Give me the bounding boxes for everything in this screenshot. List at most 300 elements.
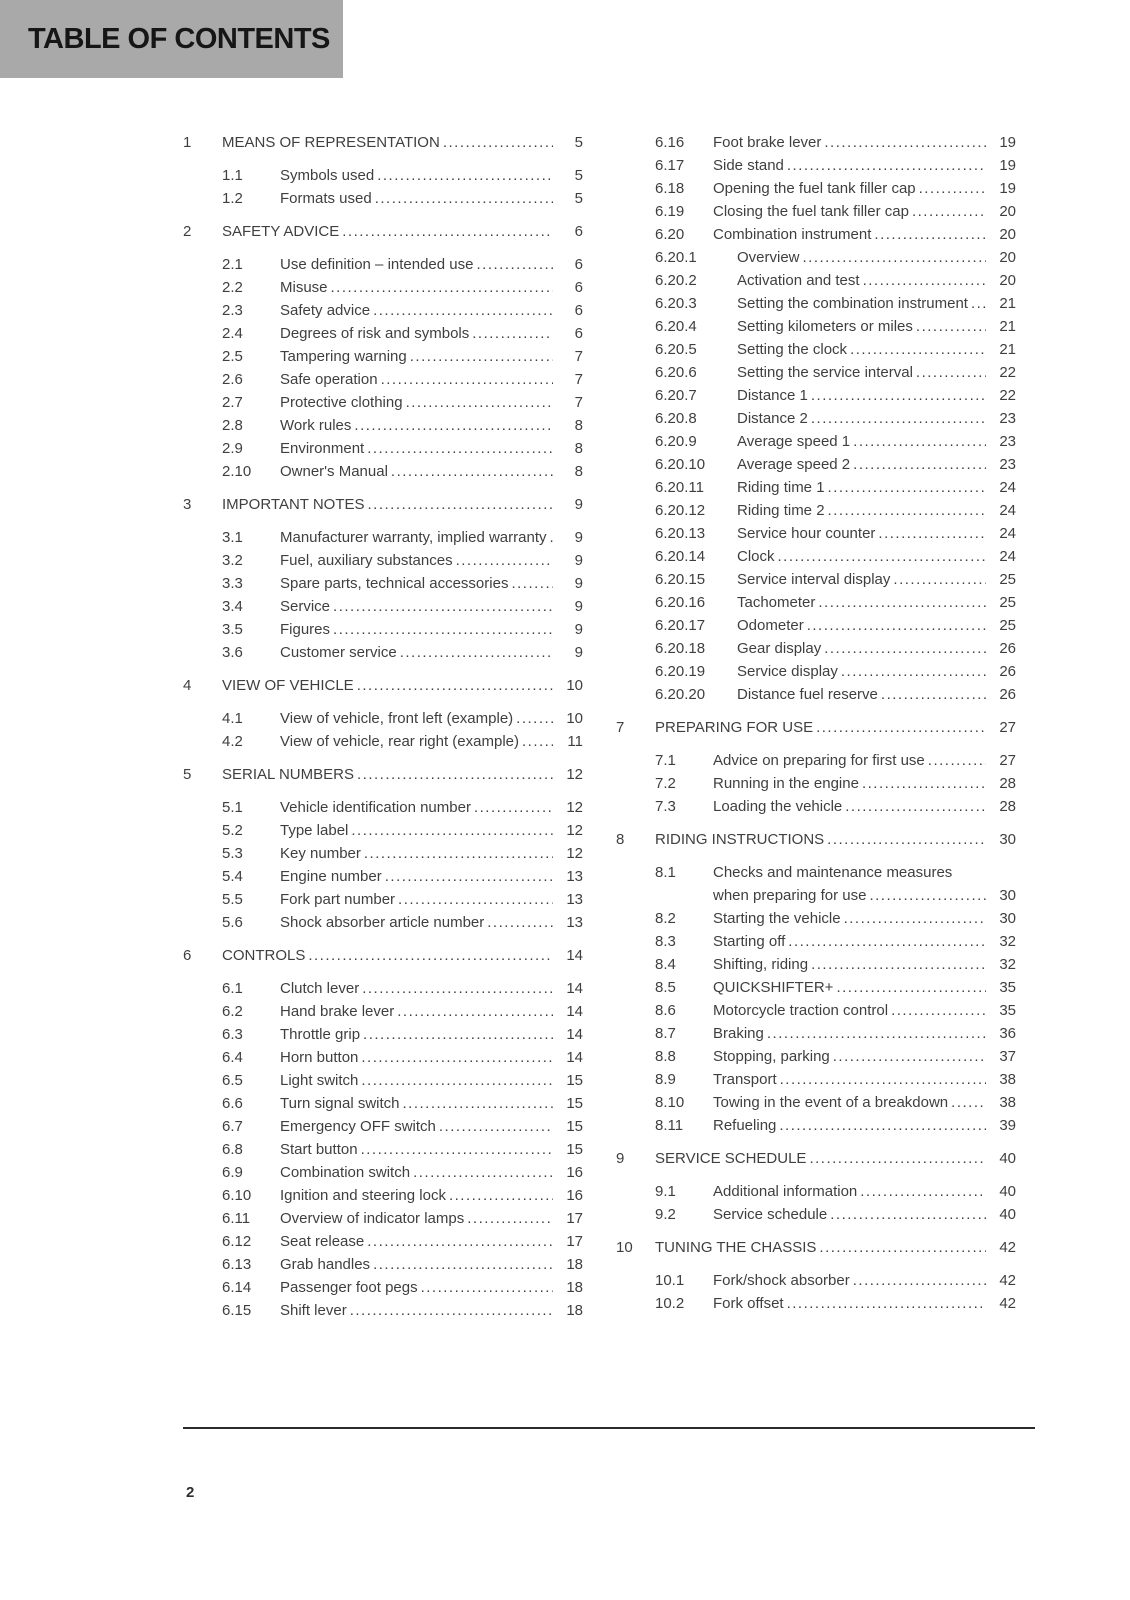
toc-entry-title-cell — [280, 1115, 553, 1138]
toc-entry-page: 42 — [999, 1272, 1016, 1289]
toc-entry — [222, 707, 583, 730]
toc-entry-title-cell — [713, 999, 986, 1022]
toc-entry-title-cell — [713, 772, 986, 795]
toc-entry-number: 6.19 — [655, 203, 685, 220]
toc-entry-page: 9 — [574, 496, 583, 513]
toc-entry-title: Engine number ..... — [280, 868, 382, 885]
toc-entry-title: Shifting, riding ..... — [713, 956, 808, 973]
toc-entry-page: 14 — [566, 1049, 583, 1066]
toc-entry-title-cell — [655, 1236, 986, 1259]
toc-entry-title-cell — [737, 476, 986, 499]
toc-entry-title-cell — [713, 154, 986, 177]
toc-entry-title: Towing in the event of a breakdown ..... — [713, 1094, 948, 1111]
toc-entry-title-cell — [713, 1180, 986, 1203]
toc-entry-page: 15 — [566, 1141, 583, 1158]
toc-entry-page: 27 — [999, 719, 1016, 736]
toc-entry-page: 40 — [999, 1206, 1016, 1223]
toc-entry — [655, 246, 1016, 269]
toc-entry-title: Fork/shock absorber ..... — [713, 1272, 850, 1289]
toc-entry-page: 30 — [999, 831, 1016, 848]
toc-entry-title-cell — [737, 384, 986, 407]
toc-entry-number: 5.6 — [222, 914, 243, 931]
toc-entry — [222, 1115, 583, 1138]
toc-entry-title: Setting the service interval ..... — [737, 364, 913, 381]
toc-entry-number: 6.13 — [222, 1256, 252, 1273]
toc-entry-number: 8.1 — [655, 864, 676, 881]
toc-entry-title: Average speed 1 ..... — [737, 433, 850, 450]
toc-entry-title-cell — [737, 453, 986, 476]
toc-entry — [222, 1069, 583, 1092]
toc-entry — [655, 999, 1016, 1022]
toc-entry-title-cell — [713, 1022, 986, 1045]
toc-entry-title: Motorcycle traction control ..... — [713, 1002, 888, 1019]
toc-entry-title-cell — [713, 1203, 986, 1226]
toc-entry-title: Throttle grip ..... — [280, 1026, 360, 1043]
toc-entry-number: 10 — [616, 1239, 633, 1256]
toc-entry-number: 2.2 — [222, 279, 243, 296]
toc-entry-page: 35 — [999, 979, 1016, 996]
toc-entry-title-cell — [280, 796, 553, 819]
toc-entry-number: 10.2 — [655, 1295, 685, 1312]
toc-entry-title-cell — [713, 1091, 986, 1114]
toc-entry-number: 3 — [183, 496, 192, 513]
toc-entry-page: 9 — [574, 575, 583, 592]
toc-entry-title: Start button ..... — [280, 1141, 358, 1158]
toc-entry-page: 6 — [574, 256, 583, 273]
toc-entry-title: Emergency OFF switch ..... — [280, 1118, 436, 1135]
toc-entry-title: Passenger foot pegs ..... — [280, 1279, 418, 1296]
toc-entry-title-cell — [280, 549, 553, 572]
toc-entry-number: 3.1 — [222, 529, 243, 546]
toc-entry-title-cell — [280, 299, 553, 322]
toc-entry-number: 6.12 — [222, 1233, 252, 1250]
toc-entry-title: SERVICE SCHEDULE ..... — [655, 1150, 806, 1167]
toc-entry-title: Light switch ..... — [280, 1072, 358, 1089]
toc-entry-title-cell — [280, 1207, 553, 1230]
toc-entry-page: 21 — [999, 295, 1016, 312]
toc-entry-number: 6.15 — [222, 1302, 252, 1319]
toc-entry-page: 25 — [999, 617, 1016, 634]
toc-entry — [655, 568, 1016, 591]
toc-entry-title: Service interval display ..... — [737, 571, 890, 588]
toc-entry-title-cell — [280, 414, 553, 437]
toc-entry-title: Running in the engine ..... — [713, 775, 859, 792]
toc-entry-number: 3.6 — [222, 644, 243, 661]
toc-entry-title-cell — [280, 1276, 553, 1299]
toc-entry — [655, 154, 1016, 177]
toc-entry-number: 3.3 — [222, 575, 243, 592]
toc-entry-title: Degrees of risk and symbols ..... — [280, 325, 469, 342]
toc-entry — [655, 338, 1016, 361]
toc-entry-page: 9 — [574, 552, 583, 569]
toc-entry — [655, 591, 1016, 614]
toc-entry-title: Grab handles ..... — [280, 1256, 370, 1273]
toc-entry-page: 7 — [574, 394, 583, 411]
toc-entry-title-cell — [280, 641, 553, 664]
toc-entry — [655, 1180, 1016, 1203]
toc-entry — [222, 888, 583, 911]
toc-entry-page: 28 — [999, 798, 1016, 815]
toc-entry — [222, 414, 583, 437]
toc-entry-page: 7 — [574, 371, 583, 388]
toc-entry — [655, 772, 1016, 795]
toc-entry-title-cell — [713, 953, 986, 976]
toc-entry-title-cell — [737, 637, 986, 660]
toc-entry — [222, 1092, 583, 1115]
toc-entry-title: Tachometer ..... — [737, 594, 815, 611]
toc-entry-title: Service display ..... — [737, 663, 838, 680]
toc-entry-title: Riding time 1 ..... — [737, 479, 825, 496]
toc-entry-title-cell — [222, 763, 553, 786]
toc-entry-title-cell — [280, 368, 553, 391]
toc-entry-page: 24 — [999, 502, 1016, 519]
toc-entry-page: 17 — [566, 1233, 583, 1250]
toc-entry-title-cell — [280, 1092, 553, 1115]
toc-entry-number: 6.9 — [222, 1164, 243, 1181]
toc-entry-number: 6.20.13 — [655, 525, 706, 542]
toc-entry — [222, 1000, 583, 1023]
toc-entry-title-cell — [280, 1299, 553, 1322]
toc-entry-number: 6.7 — [222, 1118, 243, 1135]
toc-entry — [222, 368, 583, 391]
toc-entry — [222, 299, 583, 322]
toc-entry-page: 18 — [566, 1279, 583, 1296]
toc-entry-number: 5.4 — [222, 868, 243, 885]
toc-entry — [616, 1147, 1016, 1170]
toc-entry-page: 14 — [566, 1026, 583, 1043]
toc-entry-title-cell — [280, 1253, 553, 1276]
toc-entry — [655, 453, 1016, 476]
toc-entry-page: 35 — [999, 1002, 1016, 1019]
toc-entry-title: MEANS OF REPRESENTATION ..... — [222, 134, 440, 151]
toc-entry-page: 13 — [566, 914, 583, 931]
toc-entry — [655, 361, 1016, 384]
toc-entry-number: 6.20.3 — [655, 295, 697, 312]
toc-entry — [222, 572, 583, 595]
toc-entry-title-cell — [280, 164, 553, 187]
toc-entry-title: Average speed 2 ..... — [737, 456, 850, 473]
toc-entry — [183, 493, 583, 516]
toc-entry-number: 6.20.2 — [655, 272, 697, 289]
toc-entry-number: 8.2 — [655, 910, 676, 927]
toc-entry-title-cell — [280, 1184, 553, 1207]
toc-entry-title: Refueling ..... — [713, 1117, 776, 1134]
toc-entry-title: Protective clothing ..... — [280, 394, 403, 411]
toc-entry-title: Symbols used ..... — [280, 167, 374, 184]
toc-entry-title-cell — [280, 911, 553, 934]
toc-entry-number: 7.3 — [655, 798, 676, 815]
toc-entry — [183, 131, 583, 154]
toc-entry-number: 6.20.9 — [655, 433, 697, 450]
toc-entry-title-cell — [737, 269, 986, 292]
toc-entry — [655, 315, 1016, 338]
toc-entry-title: View of vehicle, rear right (example) ..... — [280, 733, 519, 750]
toc-entry-title-cell — [280, 1046, 553, 1069]
toc-entry-title: Tampering warning ..... — [280, 348, 407, 365]
toc-entry-title: Checks and maintenance measures when preparing for use ..... — [713, 864, 952, 904]
toc-entry-number: 2.9 — [222, 440, 243, 457]
toc-entry-title-cell — [737, 683, 986, 706]
toc-entry-title-cell — [737, 292, 986, 315]
toc-entry-title: Transport ..... — [713, 1071, 777, 1088]
toc-entry-title-cell — [737, 614, 986, 637]
toc-entry-title: VIEW OF VEHICLE ..... — [222, 677, 354, 694]
toc-entry — [222, 977, 583, 1000]
toc-entry-page: 32 — [999, 933, 1016, 950]
toc-entry-page: 12 — [566, 822, 583, 839]
toc-entry-number: 2.6 — [222, 371, 243, 388]
toc-entry-page: 37 — [999, 1048, 1016, 1065]
toc-entry-number: 8 — [616, 831, 625, 848]
toc-entry-number: 3.2 — [222, 552, 243, 569]
toc-entry-page: 19 — [999, 157, 1016, 174]
toc-entry-title-cell — [222, 493, 553, 516]
toc-entry-title-cell — [713, 177, 986, 200]
toc-entry — [655, 1292, 1016, 1315]
toc-entry-number: 4 — [183, 677, 192, 694]
toc-entry-page: 8 — [574, 440, 583, 457]
toc-entry-title: PREPARING FOR USE ..... — [655, 719, 813, 736]
toc-entry-number: 5.1 — [222, 799, 243, 816]
toc-entry-title: Distance 2 ..... — [737, 410, 808, 427]
toc-entry-page: 30 — [999, 887, 1016, 904]
toc-entry — [222, 819, 583, 842]
toc-entry-title: Figures ..... — [280, 621, 330, 638]
toc-entry-title: Misuse ..... — [280, 279, 328, 296]
toc-entry — [222, 618, 583, 641]
toc-entry-title: Service hour counter ..... — [737, 525, 875, 542]
toc-entry — [655, 269, 1016, 292]
toc-entry — [655, 177, 1016, 200]
toc-entry-title-cell — [280, 819, 553, 842]
toc-entry-page: 12 — [566, 799, 583, 816]
toc-entry-title-cell — [280, 595, 553, 618]
toc-entry-page: 24 — [999, 479, 1016, 496]
toc-entry-page: 12 — [566, 766, 583, 783]
toc-entry-page: 42 — [999, 1295, 1016, 1312]
toc-entry-number: 6.20.5 — [655, 341, 697, 358]
toc-entry-title: Service schedule ..... — [713, 1206, 827, 1223]
toc-entry-page: 16 — [566, 1187, 583, 1204]
toc-entry-title-cell — [280, 618, 553, 641]
toc-entry-page: 21 — [999, 318, 1016, 335]
toc-entry-page: 8 — [574, 417, 583, 434]
toc-entry-page: 6 — [574, 325, 583, 342]
toc-entry-number: 6.20.15 — [655, 571, 706, 588]
toc-entry-title-cell — [280, 322, 553, 345]
toc-entry-page: 6 — [574, 279, 583, 296]
toc-entry-number: 6.20.7 — [655, 387, 697, 404]
toc-entry — [222, 1276, 583, 1299]
toc-entry-page: 6 — [574, 302, 583, 319]
toc-entry-page: 32 — [999, 956, 1016, 973]
toc-entry-number: 4.2 — [222, 733, 243, 750]
toc-entry-title: Environment ..... — [280, 440, 364, 457]
toc-entry-number: 5.3 — [222, 845, 243, 862]
toc-entry — [655, 476, 1016, 499]
toc-entry-number: 6.3 — [222, 1026, 243, 1043]
toc-entry-title: Service ..... — [280, 598, 330, 615]
toc-entry-title: Braking ..... — [713, 1025, 764, 1042]
toc-entry-number: 6.17 — [655, 157, 685, 174]
toc-entry — [222, 1161, 583, 1184]
toc-entry-title-cell — [280, 1069, 553, 1092]
toc-entry — [655, 953, 1016, 976]
toc-entry-page: 5 — [574, 190, 583, 207]
toc-columns — [183, 131, 1016, 1322]
toc-entry-title: Safe operation ..... — [280, 371, 378, 388]
toc-entry-title-cell — [280, 1023, 553, 1046]
toc-entry-title: Owner's Manual ..... — [280, 463, 388, 480]
toc-entry-page: 26 — [999, 640, 1016, 657]
toc-entry-title-cell — [280, 460, 553, 483]
toc-entry-title-cell — [280, 977, 553, 1000]
toc-entry-number: 6.20.11 — [655, 479, 704, 496]
toc-entry-number: 6.20.4 — [655, 318, 697, 335]
toc-entry-title: Shift lever ..... — [280, 1302, 347, 1319]
toc-entry-title: Combination switch ..... — [280, 1164, 410, 1181]
toc-entry-number: 4.1 — [222, 710, 243, 727]
toc-entry-number: 6.2 — [222, 1003, 243, 1020]
toc-entry-number: 8.10 — [655, 1094, 685, 1111]
toc-entry-page: 13 — [566, 868, 583, 885]
toc-entry-number: 6.20.8 — [655, 410, 697, 427]
toc-entry — [616, 716, 1016, 739]
toc-entry-page: 23 — [999, 456, 1016, 473]
toc-entry — [655, 614, 1016, 637]
toc-entry-number: 2.1 — [222, 256, 243, 273]
toc-entry-title-cell — [280, 1230, 553, 1253]
toc-entry-page: 5 — [574, 167, 583, 184]
toc-entry-title-cell — [280, 888, 553, 911]
toc-entry-title-cell — [713, 200, 986, 223]
toc-entry-title: QUICKSHIFTER+ ..... — [713, 979, 833, 996]
toc-entry-title-cell — [737, 522, 986, 545]
toc-entry-page: 9 — [574, 644, 583, 661]
toc-entry — [222, 1184, 583, 1207]
toc-entry-page: 23 — [999, 433, 1016, 450]
toc-entry — [655, 749, 1016, 772]
toc-entry-title: Safety advice ..... — [280, 302, 370, 319]
toc-entry — [183, 220, 583, 243]
toc-entry-title: View of vehicle, front left (example) ..... — [280, 710, 513, 727]
toc-entry-page: 40 — [999, 1150, 1016, 1167]
toc-entry-title: Additional information ..... — [713, 1183, 857, 1200]
toc-entry — [655, 1022, 1016, 1045]
toc-entry-page: 5 — [574, 134, 583, 151]
toc-entry-title: Side stand ..... — [713, 157, 784, 174]
toc-entry — [222, 1023, 583, 1046]
toc-entry-number: 6.20.19 — [655, 663, 706, 680]
toc-entry-page: 15 — [566, 1072, 583, 1089]
toc-entry-number: 6.11 — [222, 1210, 251, 1227]
toc-entry-title-cell — [280, 437, 553, 460]
toc-entry-page: 21 — [999, 341, 1016, 358]
toc-entry-title-cell — [280, 526, 553, 549]
toc-entry-title: Starting the vehicle ..... — [713, 910, 841, 927]
toc-entry-page: 25 — [999, 571, 1016, 588]
toc-entry — [183, 763, 583, 786]
toc-entry-title-cell — [737, 568, 986, 591]
toc-entry-title: Gear display ..... — [737, 640, 821, 657]
toc-entry — [222, 641, 583, 664]
toc-entry — [222, 1138, 583, 1161]
toc-entry-title-cell — [222, 131, 553, 154]
toc-entry-title: Fork offset ..... — [713, 1295, 784, 1312]
toc-entry-page: 17 — [566, 1210, 583, 1227]
toc-entry-number: 10.1 — [655, 1272, 685, 1289]
toc-entry-title: Overview ..... — [737, 249, 800, 266]
toc-entry-title-cell — [655, 828, 986, 851]
toc-entry — [222, 796, 583, 819]
toc-entry-number: 6.20.10 — [655, 456, 706, 473]
page-number: 2 — [186, 1484, 195, 1501]
toc-entry — [655, 1091, 1016, 1114]
toc-entry-number: 6.10 — [222, 1187, 252, 1204]
toc-entry-page: 20 — [999, 203, 1016, 220]
toc-entry-title-cell — [737, 430, 986, 453]
toc-entry — [655, 795, 1016, 818]
toc-entry-title: Use definition – intended use ..... — [280, 256, 473, 273]
toc-entry-number: 5.2 — [222, 822, 243, 839]
toc-entry-title: Riding time 2 ..... — [737, 502, 825, 519]
toc-entry-page: 18 — [566, 1256, 583, 1273]
toc-entry-page: 20 — [999, 272, 1016, 289]
toc-entry-title: Hand brake lever ..... — [280, 1003, 394, 1020]
toc-entry-page: 28 — [999, 775, 1016, 792]
toc-entry — [655, 930, 1016, 953]
toc-entry — [183, 944, 583, 967]
toc-entry-page: 10 — [566, 710, 583, 727]
toc-entry-title: Spare parts, technical accessories ..... — [280, 575, 508, 592]
toc-entry-title-cell — [737, 591, 986, 614]
toc-entry-page: 39 — [999, 1117, 1016, 1134]
toc-entry-number: 2.7 — [222, 394, 243, 411]
toc-entry — [655, 683, 1016, 706]
toc-entry — [222, 842, 583, 865]
toc-entry — [655, 384, 1016, 407]
toc-entry-title: Setting the clock ..... — [737, 341, 847, 358]
toc-entry-title-cell — [222, 944, 553, 967]
toc-entry — [655, 1045, 1016, 1068]
toc-entry — [222, 460, 583, 483]
toc-entry-title-cell — [713, 1292, 986, 1315]
toc-entry-page: 6 — [574, 223, 583, 240]
toc-entry-title-cell — [280, 865, 553, 888]
toc-entry-title-cell — [280, 1000, 553, 1023]
toc-entry — [655, 223, 1016, 246]
toc-entry-title: Starting off ..... — [713, 933, 785, 950]
toc-entry-title: IMPORTANT NOTES ..... — [222, 496, 365, 513]
toc-column-left — [183, 131, 583, 1322]
toc-entry-page: 16 — [566, 1164, 583, 1181]
toc-entry-title-cell — [713, 930, 986, 953]
toc-entry-page: 27 — [999, 752, 1016, 769]
toc-entry-number: 6.20.20 — [655, 686, 706, 703]
toc-entry-title-cell — [280, 276, 553, 299]
toc-entry — [222, 253, 583, 276]
toc-entry — [655, 1203, 1016, 1226]
toc-entry-page: 8 — [574, 463, 583, 480]
toc-entry-page: 42 — [999, 1239, 1016, 1256]
toc-entry-title-cell — [713, 976, 986, 999]
toc-entry-page: 24 — [999, 548, 1016, 565]
toc-entry-page: 15 — [566, 1095, 583, 1112]
toc-entry — [222, 1230, 583, 1253]
toc-entry-number: 6.8 — [222, 1141, 243, 1158]
toc-entry-number: 6.20.16 — [655, 594, 706, 611]
toc-entry-title-cell — [713, 1045, 986, 1068]
